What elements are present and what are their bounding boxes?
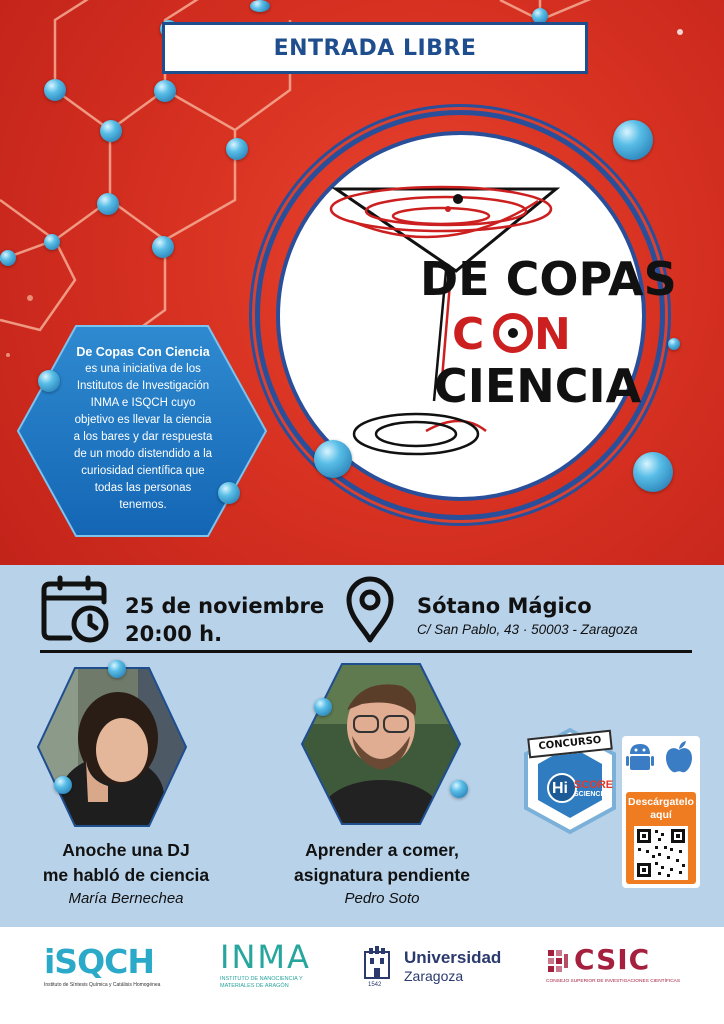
unizar-city: Zaragoza <box>404 968 464 984</box>
inma-logo[interactable] <box>220 938 315 992</box>
molecule-node <box>613 120 653 160</box>
molecule-node <box>152 236 174 258</box>
entry-banner: ENTRADA LIBRE <box>162 22 588 74</box>
apple-icon <box>664 740 694 774</box>
csic-wordmark: CSIC <box>574 943 651 976</box>
isqch-logo[interactable] <box>44 942 184 992</box>
unizar-logo[interactable] <box>360 944 520 996</box>
android-icon <box>626 740 654 774</box>
intro-title: De Copas Con Ciencia <box>76 345 210 359</box>
unizar-crest-icon <box>362 946 392 982</box>
molecule-node <box>38 370 60 392</box>
talk-title-2: Aprender a comer, asignatura pendiente <box>293 840 470 885</box>
intro-hexagon <box>18 326 266 536</box>
intro-body: es una iniciativa de los Institutos de Investigación INMA e ISQCH cuyo objetivo es llevar la ciencia a los bares y dar respuesta de un modo distendido a la curiosidad científica que todas las personas tenemos. <box>73 363 213 511</box>
inma-wordmark: INMA <box>220 938 311 976</box>
place-block <box>345 572 685 644</box>
location-pin-icon <box>345 576 395 644</box>
logo-line1: DE COPAS <box>420 252 677 306</box>
molecule-node <box>44 79 66 101</box>
science-text: SCIENCE <box>574 791 606 798</box>
molecule-node <box>668 338 680 350</box>
molecule-node <box>44 234 60 250</box>
molecule-node <box>0 250 16 266</box>
molecule-node <box>314 440 352 478</box>
logo-line3: CIENCIA <box>434 359 642 413</box>
unizar-name: Universidad <box>404 948 502 967</box>
logo-line2-n: N <box>534 309 571 360</box>
molecule-node <box>633 452 673 492</box>
venue-name: Sótano Mágico <box>417 594 592 618</box>
inma-subtitle: INSTITUTO DE NANOCIENCIA Y MATERIALES DE ARAGÓN <box>220 976 303 989</box>
molecule-node <box>218 482 240 504</box>
date-block <box>40 572 340 644</box>
unizar-year: 1542 <box>368 982 382 988</box>
csic-logo[interactable] <box>546 943 686 996</box>
app-download-card[interactable] <box>622 736 700 888</box>
hi-text: Hi <box>552 780 568 797</box>
molecule-node <box>154 80 176 102</box>
molecule-node <box>314 698 332 716</box>
download-text: Descárgatelo aquí <box>628 796 694 821</box>
csic-emblem-icon <box>546 948 570 976</box>
speaker-name-2: Pedro Soto <box>344 890 420 907</box>
molecule-node <box>250 0 270 12</box>
download-box[interactable] <box>626 792 696 884</box>
molecule-node <box>108 660 126 678</box>
isqch-wordmark: iSQCH <box>44 942 154 981</box>
date-time <box>125 592 324 648</box>
talk-title-1: Anoche una DJ me habló de ciencia <box>42 840 210 885</box>
divider <box>40 650 692 653</box>
molecule-node <box>450 780 468 798</box>
intro-text <box>70 344 216 514</box>
logo-line2-c: C <box>452 309 485 360</box>
contest-badge[interactable] <box>520 726 620 836</box>
venue-address: C/ San Pablo, 43 · 50003 - Zaragoza <box>417 622 638 637</box>
csic-subtitle: CONSEJO SUPERIOR DE INVESTIGACIONES CIENTÍFICAS <box>546 979 681 984</box>
speaker-photo-pedro <box>302 664 460 824</box>
calendar-clock-icon <box>40 574 112 644</box>
event-date: 25 de noviembre <box>125 594 325 618</box>
speaker-name-1: María Bernechea <box>68 890 184 907</box>
molecule-node <box>54 776 72 794</box>
molecule-node <box>226 138 248 160</box>
isqch-subtitle: Instituto de Síntesis Química y Catálisis Homogénea <box>44 982 161 988</box>
score-text: SCORE <box>574 779 614 791</box>
speaker-photo-maria <box>38 668 186 826</box>
molecule-node <box>97 193 119 215</box>
contest-label: CONCURSO <box>527 730 613 759</box>
event-time: 20:00 h. <box>125 622 223 646</box>
molecule-node <box>100 120 122 142</box>
qr-code-icon <box>634 826 688 880</box>
